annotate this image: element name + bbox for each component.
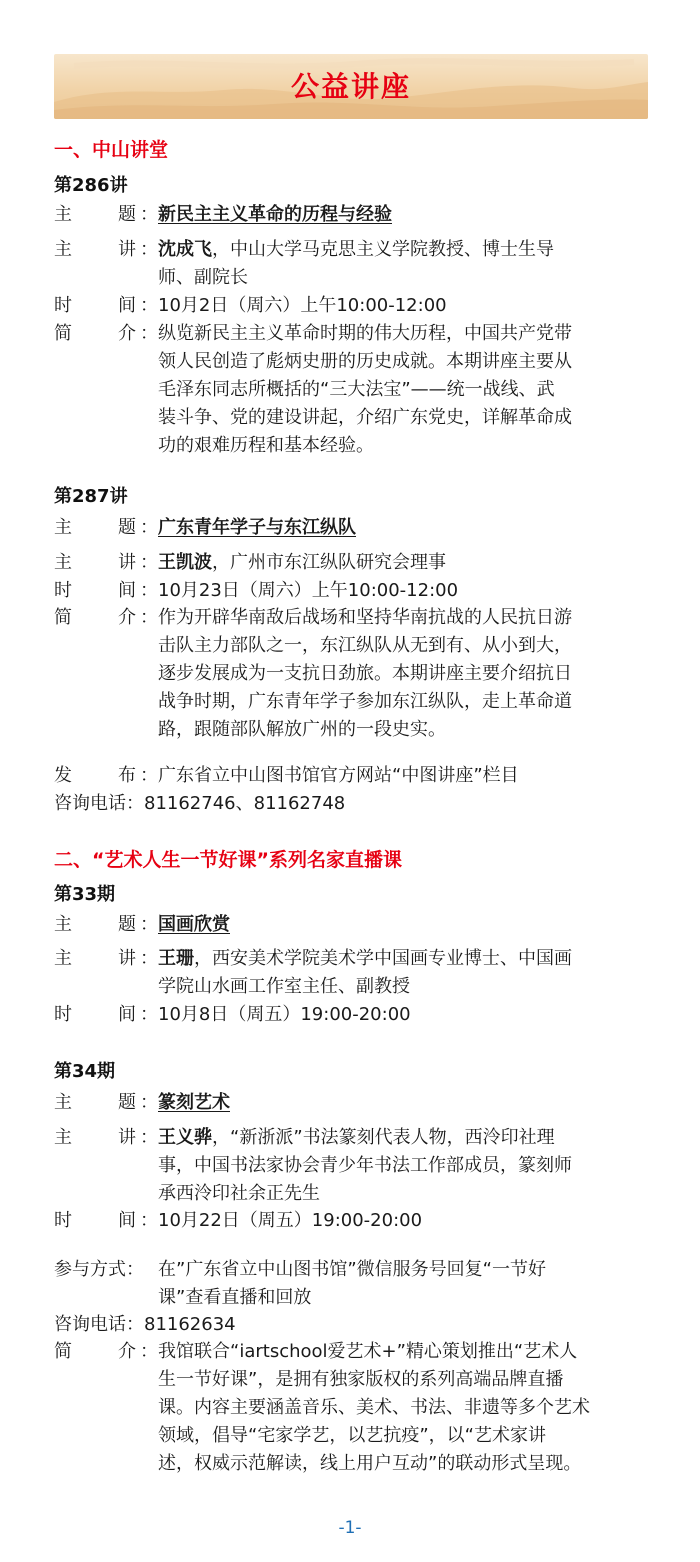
speaker-info: 沈成飞，中山大学马克思主义学院教授、博士生导 师、副院长 bbox=[158, 239, 554, 288]
participate-method: 在”广东省立中山图书馆”微信服务号回复“一节好 课”查看直播和回放 bbox=[158, 1259, 546, 1308]
lecture-number: 第33期 bbox=[54, 884, 116, 905]
time-label: 时 间 ： bbox=[54, 1210, 158, 1231]
lecture-time: 10月22日（周五）19:00-20:00 bbox=[158, 1210, 423, 1231]
lecture-topic: 篆刻艺术 bbox=[158, 1092, 230, 1113]
section-heading-2: 二、“艺术人生一节好课”系列名家直播课 bbox=[54, 849, 402, 871]
time-label: 时 间 ： bbox=[54, 295, 158, 316]
publish-label: 发 布 ： bbox=[54, 765, 158, 786]
lecture-time: 10月23日（周六）上午10:00-12:00 bbox=[158, 580, 459, 601]
topic-label: 主 题 ： bbox=[54, 204, 158, 225]
lecture-number: 第287讲 bbox=[54, 486, 128, 507]
lecture-intro: 作为开辟华南敌后战场和坚持华南抗战的人民抗日游 击队主力部队之一，东江纵队从无到有、从小到大， 逐步发展成为一支抗日劲旅。本期讲座主要介绍抗日 战争时期，广东青年学子参加东江纵队，走上革命道 路，跟随部队解放广州的一段史实。 bbox=[158, 607, 572, 740]
publish-channel: 广东省立中山图书馆官方网站“中图讲座”栏目 bbox=[158, 765, 519, 786]
speaker-info: 王凯波，广州市东江纵队研究会理事 bbox=[158, 552, 446, 573]
lecture-number: 第34期 bbox=[54, 1061, 116, 1082]
time-label: 时 间 ： bbox=[54, 1004, 158, 1025]
speaker-name: 王义骅 bbox=[158, 1127, 212, 1148]
page-number: -1- bbox=[338, 1518, 362, 1538]
lecture-number: 第286讲 bbox=[54, 175, 128, 196]
speaker-label: 主 讲 ： bbox=[54, 239, 158, 260]
phone-numbers: 81162746、81162748 bbox=[144, 793, 346, 814]
topic-label: 主 题 ： bbox=[54, 914, 158, 935]
intro-label: 简 介 ： bbox=[54, 323, 158, 344]
lecture-time: 10月8日（周五）19:00-20:00 bbox=[158, 1004, 411, 1025]
intro-label: 简 介 ： bbox=[54, 1341, 158, 1362]
topic-label: 主 题 ： bbox=[54, 1092, 158, 1113]
time-label: 时 间 ： bbox=[54, 580, 158, 601]
title-banner bbox=[54, 54, 648, 119]
phone-label: 咨询电话： bbox=[54, 1314, 144, 1335]
speaker-label: 主 讲 ： bbox=[54, 552, 158, 573]
lecture-topic: 新民主主义革命的历程与经验 bbox=[158, 204, 392, 225]
phone-label: 咨询电话： bbox=[54, 793, 144, 814]
speaker-info: 王珊，西安美术学院美术学中国画专业博士、中国画 学院山水画工作室主任、副教授 bbox=[158, 948, 572, 997]
lecture-time: 10月2日（周六）上午10:00-12:00 bbox=[158, 295, 447, 316]
lecture-topic: 国画欣赏 bbox=[158, 914, 230, 935]
series-intro: 我馆联合“iartschool爱艺术+”精心策划推出“艺术人 生一节好课”，是拥有独家版权的系列高端品牌直播 课。内容主要涵盖音乐、美术、书法、非遗等多个艺术 领域，倡导“宅家学艺，以艺抗疫”，以“艺术家讲 述，权威示范解读，线上用户互动”的联动形式呈现。 bbox=[158, 1341, 590, 1474]
phone-numbers: 81162634 bbox=[144, 1314, 236, 1335]
intro-label: 简 介 ： bbox=[54, 607, 158, 628]
lecture-topic: 广东青年学子与东江纵队 bbox=[158, 517, 356, 538]
section-heading-1: 一、中山讲堂 bbox=[54, 139, 169, 161]
speaker-name: 王珊 bbox=[158, 948, 194, 969]
banner-title: 公益讲座 bbox=[290, 70, 411, 103]
speaker-label: 主 讲 ： bbox=[54, 948, 158, 969]
topic-label: 主 题 ： bbox=[54, 517, 158, 538]
speaker-info: 王义骅，“新浙派”书法篆刻代表人物，西泠印社理 事，中国书法家协会青少年书法工作部成员，篆刻师 承西泠印社余正先生 bbox=[158, 1127, 572, 1204]
participate-label: 参与方式： bbox=[54, 1259, 144, 1280]
lecture-intro: 纵览新民主主义革命时期的伟大历程，中国共产党带 领人民创造了彪炳史册的历史成就。本期讲座主要从 毛泽东同志所概括的“三大法宝”——统一战线、武 装斗争、党的建设讲起，介绍广东党史，详解革命成 功的艰难历程和基本经验。 bbox=[158, 323, 572, 456]
speaker-name: 沈成飞 bbox=[158, 239, 212, 260]
speaker-label: 主 讲 ： bbox=[54, 1127, 158, 1148]
speaker-name: 王凯波 bbox=[158, 552, 212, 573]
